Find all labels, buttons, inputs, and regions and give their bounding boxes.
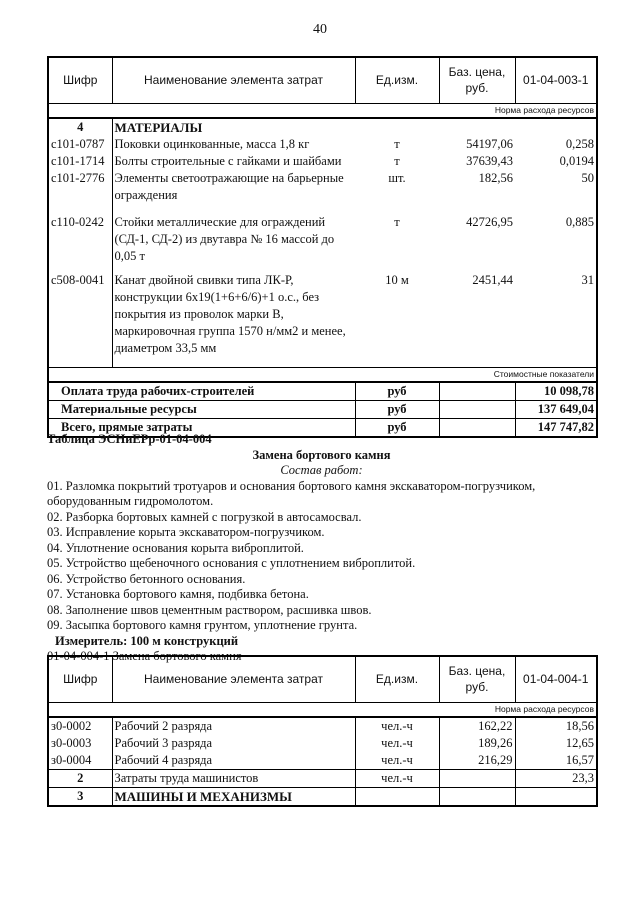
row-code: с101-1714 — [48, 153, 112, 170]
row-name: Стойки металлические для ограждений (СД-1, СД-2) из двутавра № 16 массой до 0,05 т — [114, 214, 335, 263]
table-row — [48, 153, 597, 170]
table-row — [48, 769, 597, 787]
row-name: Канат двойной свивки типа ЛК-Р, конструкции 6х19(1+6+6/6)+1 о.с., без покрытия из проволок марки В, маркировочная группа 1570 н/мм2 и менее, диаметром 33,5 мм — [114, 272, 346, 355]
table-title: Таблица ЭСНиЕРр-01-04-004 — [47, 432, 212, 446]
row-qty: 12,65 — [515, 735, 597, 752]
measure: Измеритель: 100 м конструкций — [55, 633, 239, 648]
row-name: Рабочий 4 разряда — [112, 752, 355, 770]
section-2-text — [47, 432, 607, 665]
header-name: Наименование элемента затрат — [112, 656, 355, 702]
row-name: Элементы светоотражающие на барьерные ограждения — [114, 170, 344, 202]
row-code: с508-0041 — [48, 272, 112, 368]
total-name: Всего, прямые затраты — [48, 418, 355, 437]
work-item: 01. Разломка покрытий тротуаров и основания бортового камня экскаватором-погрузчиком, — [47, 478, 536, 493]
header-code: Шифр — [48, 57, 112, 103]
section-number: 4 — [48, 118, 112, 136]
work-item: 03. Исправление корыта экскаватором-погрузчиком. — [47, 525, 325, 539]
resource-table-2 — [47, 655, 598, 807]
row-price: 42726,95 — [466, 214, 513, 229]
norm-label: Норма расхода ресурсов — [48, 103, 597, 118]
work-item: 02. Разборка бортовых камней с погрузкой в автосамосвал. — [47, 509, 362, 524]
work-item: 08. Заполнение швов цементным раствором, расшивка швов. — [47, 602, 372, 617]
row-price: 216,29 — [439, 752, 515, 770]
row-code: з0-0004 — [48, 752, 112, 770]
row-qty: 0,258 — [515, 136, 597, 153]
total-name: Оплата труда рабочих-строителей — [48, 382, 355, 401]
row-name: Затраты труда машинистов — [112, 769, 355, 787]
row-qty: 0,0194 — [515, 153, 597, 170]
header-unit: Ед.изм. — [355, 57, 439, 103]
row-price: 162,22 — [439, 717, 515, 735]
header-price: Баз. цена, руб. — [439, 656, 515, 702]
row-unit: т — [394, 153, 400, 168]
table-row — [48, 752, 597, 770]
page-number: 40 — [313, 22, 327, 37]
header-name: Наименование элемента затрат — [112, 57, 355, 103]
row-qty: 50 — [515, 170, 597, 214]
row-unit: чел.-ч — [355, 769, 439, 787]
row-code: 2 — [48, 769, 112, 787]
table-row — [48, 170, 597, 214]
row-code: с101-2776 — [48, 170, 112, 214]
work-item: 07. Установка бортового камня, подбивка бетона. — [47, 587, 309, 601]
work-item: 04. Уплотнение основания корыта виброплитой. — [47, 540, 304, 555]
row-name: Поковки оцинкованные, масса 1,8 кг — [114, 136, 310, 151]
table-row — [48, 136, 597, 153]
row-name: МАШИНЫ И МЕХАНИЗМЫ — [112, 787, 355, 806]
total-name: Материальные ресурсы — [48, 400, 355, 418]
item-line: 01-04-004-1 Замена бортового камня — [47, 649, 242, 663]
resource-table-1 — [47, 56, 598, 438]
table-row — [48, 272, 597, 368]
row-code: з0-0003 — [48, 735, 112, 752]
work-item: оборудованным гидромолотом. — [47, 494, 214, 508]
row-price: 182,56 — [478, 170, 513, 185]
row-unit: 10 м — [385, 272, 409, 287]
row-code: с101-0787 — [48, 136, 112, 153]
row-unit: шт. — [388, 170, 406, 185]
row-price: 189,26 — [439, 735, 515, 752]
total-value: 147 747,82 — [515, 418, 597, 437]
table-row — [48, 787, 597, 806]
row-qty: 18,56 — [515, 717, 597, 735]
total-unit: руб — [355, 418, 439, 437]
row-name: Рабочий 3 разряда — [112, 735, 355, 752]
table-row — [48, 214, 597, 272]
header-norm-code: 01-04-004-1 — [515, 656, 597, 702]
work-item: 09. Засыпка бортового камня грунтом, уплотнение грунта. — [47, 618, 358, 632]
row-unit: чел.-ч — [355, 752, 439, 770]
total-row — [48, 400, 597, 418]
row-qty: 0,885 — [515, 214, 597, 272]
header-unit: Ед.изм. — [355, 656, 439, 702]
row-price: 37639,43 — [466, 153, 513, 168]
work-item: 05. Устройство щебеночного основания с уплотнением виброплитой. — [47, 556, 416, 570]
row-price: 54197,06 — [466, 136, 513, 151]
row-code: з0-0002 — [48, 717, 112, 735]
row-qty: 23,3 — [515, 769, 597, 787]
work-item: 06. Устройство бетонного основания. — [47, 571, 246, 586]
work-name: Замена бортового камня — [252, 447, 391, 462]
cost-label: Стоимостные показатели — [48, 367, 597, 382]
total-value: 10 098,78 — [515, 382, 597, 401]
row-unit: т — [394, 214, 400, 229]
row-name: Рабочий 2 разряда — [112, 717, 355, 735]
total-row — [48, 382, 597, 401]
section-title: МАТЕРИАЛЫ — [114, 119, 203, 135]
row-name: Болты строительные с гайками и шайбами — [114, 153, 342, 168]
row-unit: чел.-ч — [355, 735, 439, 752]
table-row — [48, 735, 597, 752]
total-unit: руб — [355, 382, 439, 401]
row-price — [439, 769, 515, 787]
header-norm-code: 01-04-003-1 — [515, 57, 597, 103]
row-code: 3 — [48, 787, 112, 806]
row-unit: чел.-ч — [355, 717, 439, 735]
total-value: 137 649,04 — [515, 400, 597, 418]
row-unit: т — [394, 136, 400, 151]
norm-label: Норма расхода ресурсов — [48, 702, 597, 717]
header-code: Шифр — [48, 656, 112, 702]
row-qty: 16,57 — [515, 752, 597, 770]
table-row — [48, 717, 597, 735]
work-subtitle: Состав работ: — [280, 463, 363, 477]
row-code: с110-0242 — [48, 214, 112, 272]
row-qty: 31 — [515, 272, 597, 368]
row-price: 2451,44 — [472, 272, 513, 287]
total-unit: руб — [355, 400, 439, 418]
header-price: Баз. цена, руб. — [439, 57, 515, 103]
